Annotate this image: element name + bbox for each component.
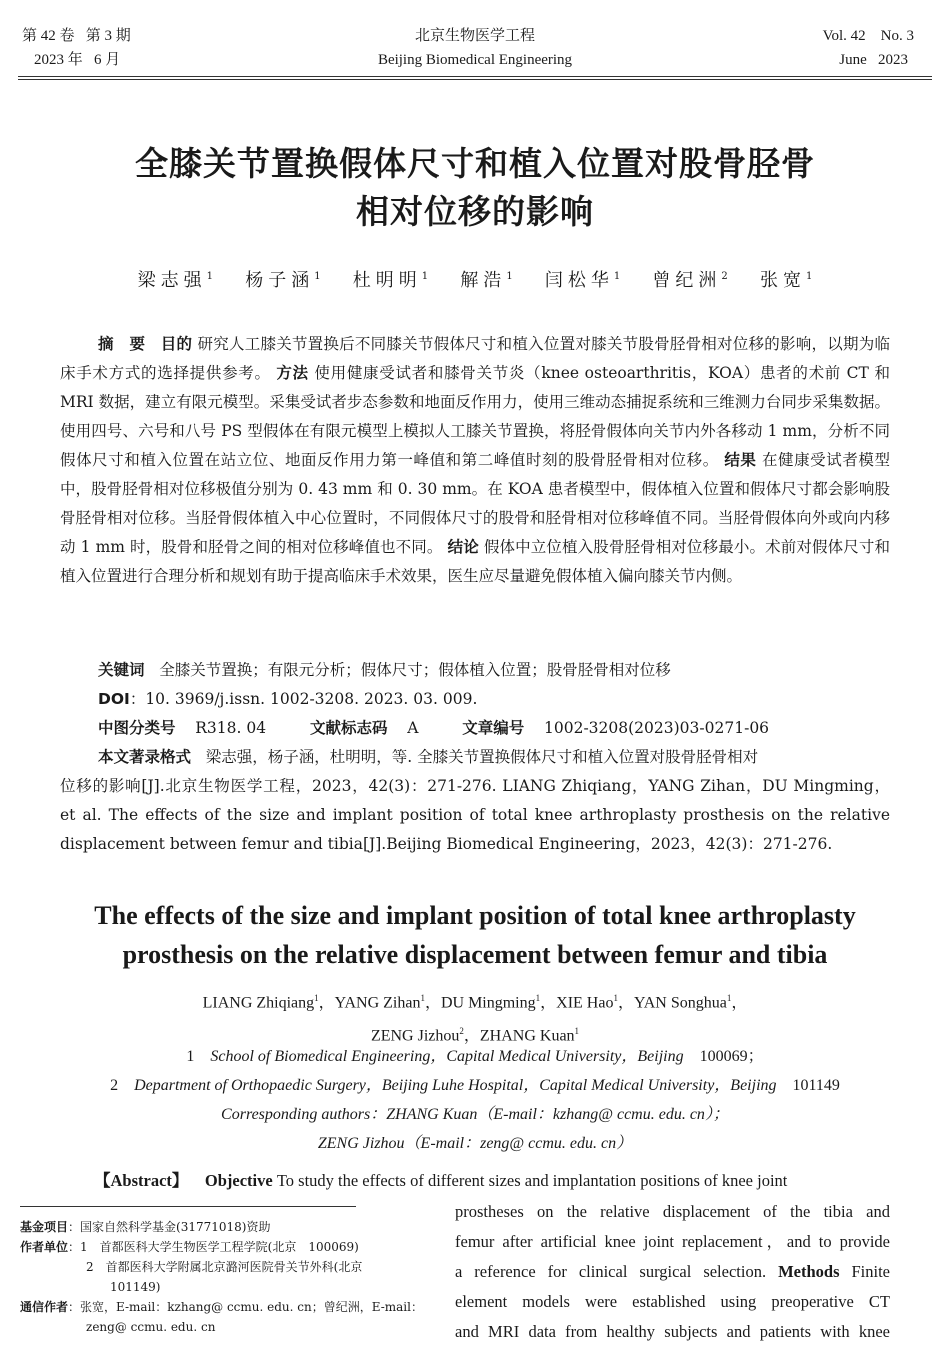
clc-label: 中图分类号 bbox=[98, 719, 176, 737]
vol-no-en: Vol. 42 No. 3 bbox=[822, 28, 914, 44]
objective-text: 研究人工膝关节置换后不同膝关节假体尺寸和植入位置对膝关节股骨胫骨相对位移的影响，以期为临床手术方式的选择提供参考。 bbox=[60, 335, 891, 382]
results-label: 结果 bbox=[724, 451, 757, 469]
doi-text: ：10. 3969/j.issn. 1002-3208. 2023. 03. 009. bbox=[129, 690, 478, 708]
footnotes bbox=[20, 1217, 445, 1337]
citation-line: 位移的影响[J].北京生物医学工程，2023，42(3)：271-276. LIANG Zhiqiang，YANG Zihan，DU Mingming， bbox=[60, 777, 890, 795]
title-cn-line2: 相对位移的影响 bbox=[356, 192, 594, 231]
methods-en-label: Methods bbox=[778, 1262, 840, 1281]
authors-cn bbox=[0, 266, 950, 292]
year-month: 2023 年 6 月 bbox=[34, 52, 121, 68]
keywords-label: 关键词 bbox=[98, 661, 145, 679]
abstract-en-line: prostheses on the relative displacement of the tibia and bbox=[455, 1202, 890, 1221]
authors-en bbox=[0, 984, 950, 1051]
results-text: 在健康受试者模型中，股骨胫骨相对位移极值分别为 0. 43 mm 和 0. 30 mm。在 KOA 患者模型中，假体植入位置和假体尺寸都会影响股骨胫骨相对位移。当胫骨假体植入中心位置时，不同假体尺寸的股骨和胫骨相对位移峰值不同。当胫骨假体向外或向内移动 1 mm 时，股骨和胫骨之间的相对位移峰值也不同。 bbox=[60, 451, 890, 556]
citation-line: et al. The effects of the size and implant position of total knee arthroplasty prosthesis on the relative bbox=[60, 806, 890, 824]
abstract-en-column bbox=[455, 1197, 890, 1347]
citation-label: 本文著录格式 bbox=[98, 748, 192, 766]
title-en-line1: The effects of the size and implant position of total knee arthroplasty bbox=[94, 901, 856, 930]
author-cn: 张宽$^1$ bbox=[759, 270, 813, 291]
doi-label: DOI bbox=[98, 690, 130, 708]
abstract-label: 摘 要 bbox=[98, 335, 146, 353]
title-cn-line1: 全膝关节置换假体尺寸和植入位置对股骨胫骨 bbox=[135, 144, 815, 183]
units: 作者单位：1 首都医科大学生物医学工程学院(北京 100069) bbox=[20, 1240, 359, 1254]
unit-2-code: 101149) bbox=[110, 1280, 161, 1294]
author-cn: 解浩$^1$ bbox=[460, 270, 513, 291]
abstract-en-line: and MRI data from healthy subjects and patients with knee bbox=[455, 1322, 890, 1341]
author-cn: 曾纪洲$^2$ bbox=[652, 270, 728, 291]
methods-text: 使用健康受试者和膝骨关节炎（knee osteoarthritis，KOA）患者的术前 CT 和 MRI 数据，建立有限元模型。采集受试者步态参数和地面反作用力，使用三维动态捕捉系统和三维测力台同步采集数据。使用四号、六号和八号 PS 型假体在有限元模型上模拟人工膝关节置换，将胫骨假体向关节内外各移动 1 mm，分析不同假体尺寸和植入位置在站立位、地面反作用力第一峰值和第二峰值时刻的股骨胫骨相对位移。 bbox=[60, 364, 890, 469]
corresponding-email: zeng@ ccmu. edu. cn bbox=[86, 1320, 216, 1334]
abstract-cn bbox=[60, 330, 890, 591]
affiliation-2: 2 Department of Orthopaedic Surgery，Beijing Luhe Hospital，Capital Medical University，Beijing 101149 bbox=[110, 1077, 840, 1094]
citation bbox=[60, 743, 890, 859]
corresponding: 通信作者：张宽，E-mail：kzhang@ ccmu. edu. cn；曾纪洲，E-mail： bbox=[20, 1300, 423, 1314]
header-rule-double bbox=[18, 79, 932, 80]
conclusion-label: 结论 bbox=[447, 538, 479, 556]
objective-en-label: Objective bbox=[204, 1171, 273, 1190]
article-label: 文章编号 bbox=[462, 719, 525, 737]
abstract-en-line: element models were established using preoperative CT bbox=[455, 1292, 890, 1311]
article-value: 1002-3208(2023)03-0271-06 bbox=[544, 719, 770, 737]
doc-label: 文献标志码 bbox=[309, 719, 388, 737]
clc-value: R318. 04 bbox=[195, 719, 267, 737]
volume-issue: 第 42 卷 第 3 期 bbox=[22, 28, 131, 44]
abstract-en-label: 【Abstract】 bbox=[94, 1171, 189, 1190]
header-center bbox=[0, 24, 950, 72]
conclusion-text: 假体中立位植入股骨胫骨相对位移最小。术前对假体尺寸和植入位置进行合理分析和规划有助于提高临床手术效果，医生应尽量避免假体植入偏向膝关节内侧。 bbox=[60, 538, 890, 585]
month-year-en: June 2023 bbox=[839, 52, 908, 68]
abstract-en-line: femur after artificial knee joint replacement，and to provide bbox=[455, 1232, 890, 1251]
title-en bbox=[0, 896, 950, 974]
unit-2: 2 首都医科大学附属北京潞河医院骨关节外科(北京 bbox=[86, 1260, 363, 1274]
footnote-rule bbox=[20, 1206, 356, 1207]
journal-name-cn: 北京生物医学工程 bbox=[414, 28, 535, 44]
header-right bbox=[823, 24, 914, 72]
doc-value: A bbox=[407, 719, 419, 737]
header-rule bbox=[18, 76, 932, 77]
title-en-line2: prosthesis on the relative displacement between femur and tibia bbox=[122, 940, 828, 969]
objective-label: 目的 bbox=[160, 335, 193, 353]
corresponding-authors-line2: ZENG Jizhou（E-mail：zeng@ ccmu. edu. cn） bbox=[317, 1135, 633, 1152]
title-cn bbox=[0, 140, 950, 236]
doi bbox=[60, 685, 890, 714]
affiliations-en bbox=[0, 1042, 950, 1158]
authors-en-line2: ZENG Jizhou$^2$，ZHANG Kuan$^1$ bbox=[370, 1026, 580, 1045]
journal-name-en: Beijing Biomedical Engineering bbox=[377, 52, 573, 68]
methods-label: 方法 bbox=[276, 364, 309, 382]
citation-line: 本文著录格式 梁志强，杨子涵，杜明明，等. 全膝关节置换假体尺寸和植入位置对股骨胫骨相对 bbox=[98, 748, 759, 766]
author-cn: 梁志强$^1$ bbox=[137, 270, 214, 291]
classification bbox=[60, 714, 890, 743]
fund: 基金项目：国家自然科学基金(31771018)资助 bbox=[20, 1220, 271, 1234]
authors-en-line1: LIANG Zhiqiang$^1$，YANG Zihan$^1$，DU Mingming$^1$，XIE Hao$^1$，YAN Songhua$^1$， bbox=[202, 993, 748, 1012]
citation-line: displacement between femur and tibia[J].Beijing Biomedical Engineering，2023，42(3)：271-276. bbox=[60, 835, 833, 853]
keywords bbox=[60, 656, 890, 685]
abstract-en-line1: 【Abstract】 Objective To study the effects of different sizes and implantation positions of knee joint bbox=[94, 1171, 788, 1190]
corresponding-authors-line1: Corresponding authors：ZHANG Kuan（E-mail：kzhang@ ccmu. edu. cn）； bbox=[221, 1106, 729, 1123]
abstract-en-line: a reference for clinical surgical selection. Methods Finite bbox=[455, 1262, 890, 1281]
keywords-text: 全膝关节置换；有限元分析；假体尺寸；假体植入位置；股骨胫骨相对位移 bbox=[159, 661, 671, 679]
author-cn: 闫松华$^1$ bbox=[544, 270, 621, 291]
author-cn: 杜明明$^1$ bbox=[352, 270, 429, 291]
author-cn: 杨子涵$^1$ bbox=[245, 270, 321, 291]
affiliation-1: 1 School of Biomedical Engineering，Capital Medical University，Beijing 100069； bbox=[186, 1048, 764, 1065]
